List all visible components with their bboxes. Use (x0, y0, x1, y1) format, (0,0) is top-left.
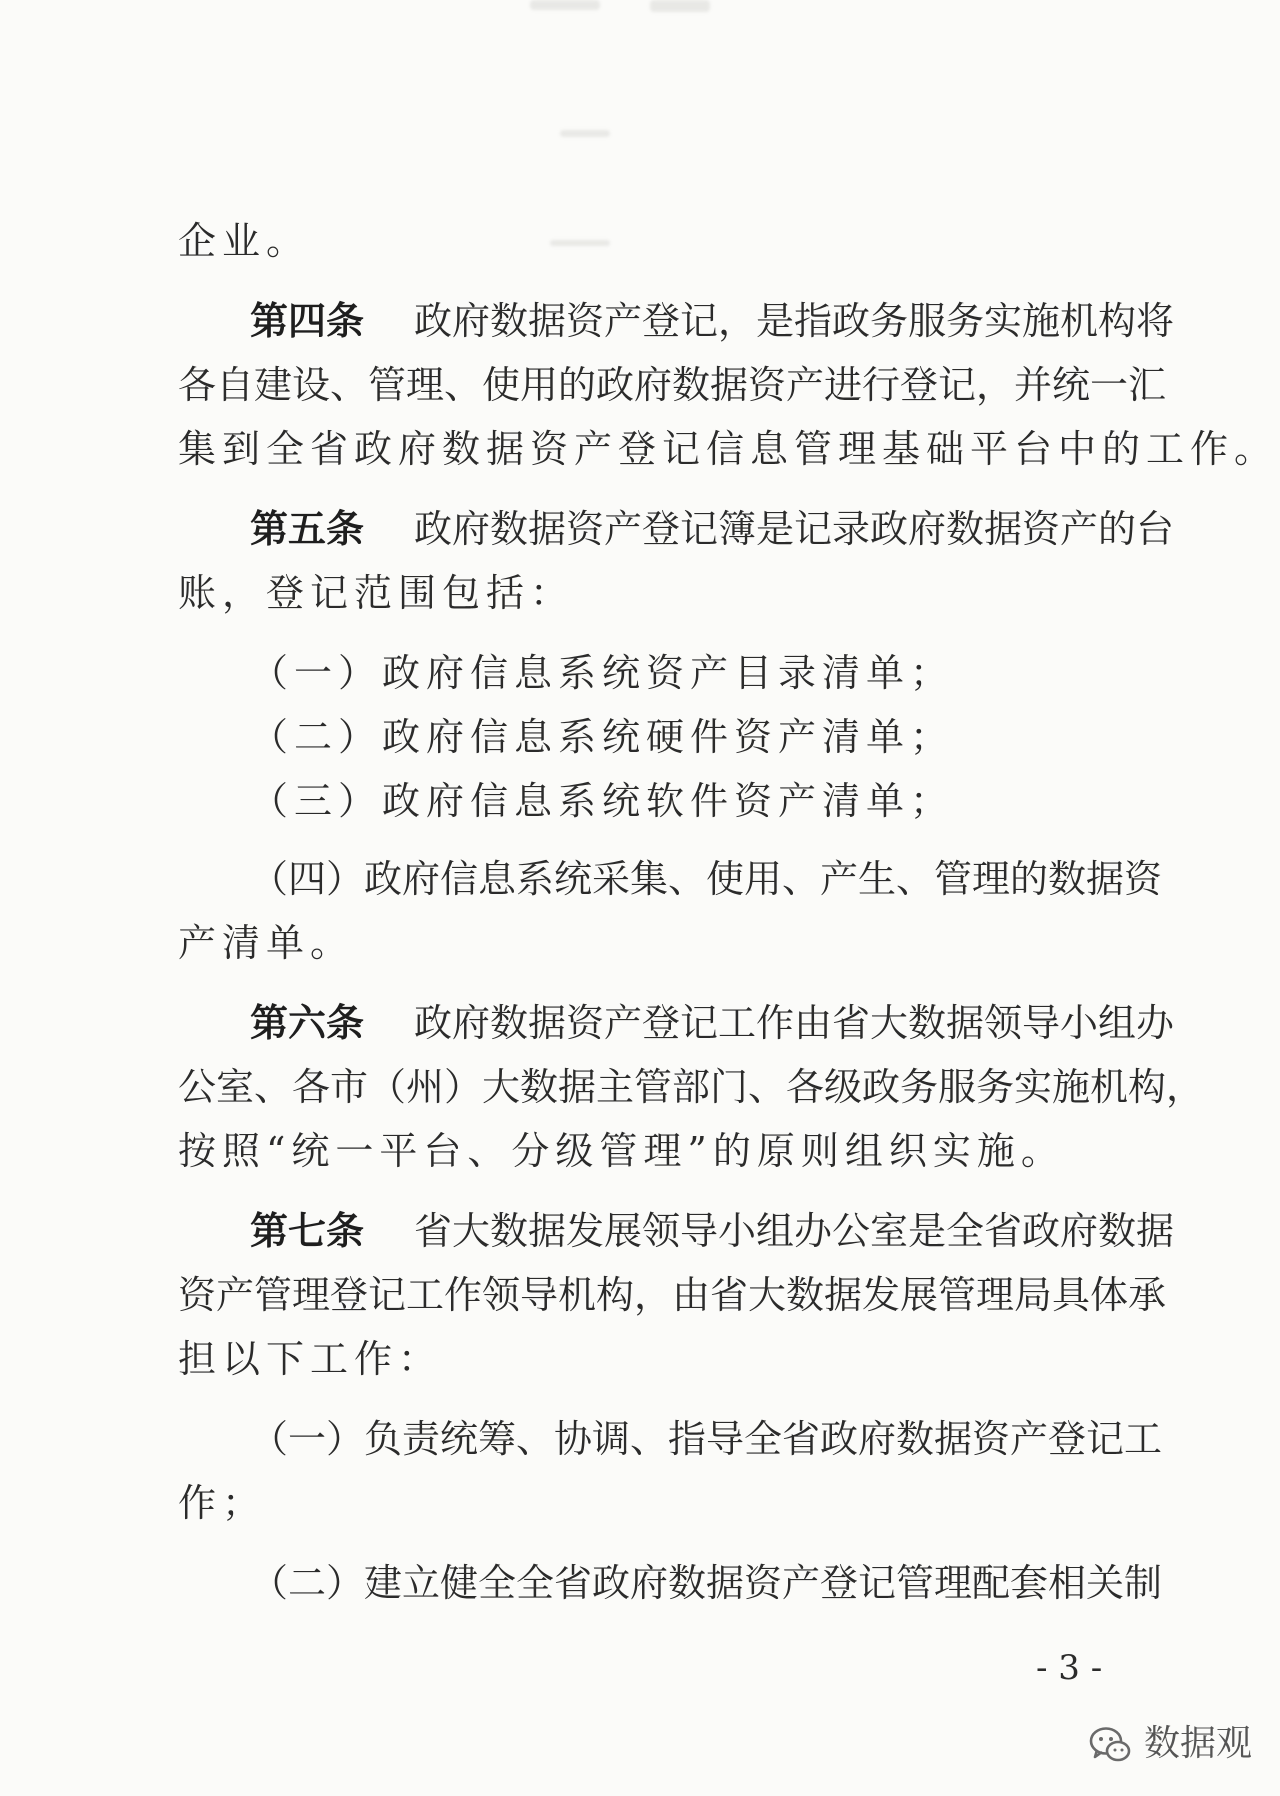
text-segment: 省大数据发展领导小组办公室是全省政府数据 (414, 1209, 1175, 1253)
text-line (0, 856, 1280, 902)
text-line (0, 650, 1280, 696)
scan-smudge (530, 0, 600, 10)
text-line (0, 1208, 1280, 1254)
text-line (0, 1272, 1280, 1318)
text-segment: （二）政府信息系统硬件资产清单； (250, 715, 955, 759)
text-line (0, 1480, 1280, 1526)
text-line (0, 778, 1280, 824)
text-segment: （一）政府信息系统资产目录清单； (250, 651, 955, 695)
text-segment: 资产管理登记工作领导机构，由省大数据发展管理局具体承 (178, 1273, 1167, 1317)
watermark (1088, 1718, 1268, 1770)
article-heading: 第五条 (250, 507, 365, 551)
text-segment: 各自建设、管理、使用的政府数据资产进行登记，并统一汇 (178, 363, 1167, 407)
text-segment: 账，登记范围包括： (178, 571, 575, 615)
text-line (0, 1064, 1280, 1110)
text-segment: 政府数据资产登记，是指政务服务实施机构将 (414, 299, 1175, 343)
text-segment: 按照“统一平台、分级管理”的原则组织实施。 (178, 1129, 1065, 1173)
watermark-text: 数据观 (1144, 1723, 1253, 1764)
text-line (0, 1416, 1280, 1462)
scan-smudge (650, 0, 710, 12)
text-segment: 产清单。 (178, 921, 355, 965)
text-segment: （二）建立健全全省政府数据资产登记管理配套相关制 (250, 1561, 1163, 1605)
text-line (0, 298, 1280, 344)
text-segment: 公室、各市（州）大数据主管部门、各级政务服务实施机构， (178, 1065, 1205, 1109)
article-heading: 第六条 (250, 1001, 365, 1045)
text-segment: 政府数据资产登记簿是记录政府数据资产的台 (414, 507, 1175, 551)
text-segment: （三）政府信息系统软件资产清单； (250, 779, 955, 823)
text-line (0, 1128, 1280, 1174)
text-line (0, 1336, 1280, 1382)
text-segment: （一）负责统筹、协调、指导全省政府数据资产登记工 (250, 1417, 1163, 1461)
text-line (0, 426, 1280, 472)
text-segment: 企业。 (178, 219, 311, 263)
text-line (0, 218, 1280, 264)
text-line (0, 506, 1280, 552)
text-line (0, 714, 1280, 760)
text-segment: 集到全省政府数据资产登记信息管理基础平台中的工作。 (178, 427, 1279, 471)
text-line (0, 362, 1280, 408)
text-line (0, 570, 1280, 616)
text-segment: （四）政府信息系统采集、使用、产生、管理的数据资 (250, 857, 1163, 901)
text-line (0, 920, 1280, 966)
text-segment: 担以下工作： (178, 1337, 443, 1381)
text-line (0, 1000, 1280, 1046)
wechat-icon (1088, 1722, 1132, 1766)
text-segment: 政府数据资产登记工作由省大数据领导小组办 (414, 1001, 1175, 1045)
article-heading: 第七条 (250, 1209, 365, 1253)
article-heading: 第四条 (250, 299, 365, 343)
text-line (0, 1560, 1280, 1606)
page-number: - 3 - (1036, 1648, 1103, 1688)
scan-smudge (560, 130, 610, 137)
text-segment: 作； (178, 1481, 267, 1525)
